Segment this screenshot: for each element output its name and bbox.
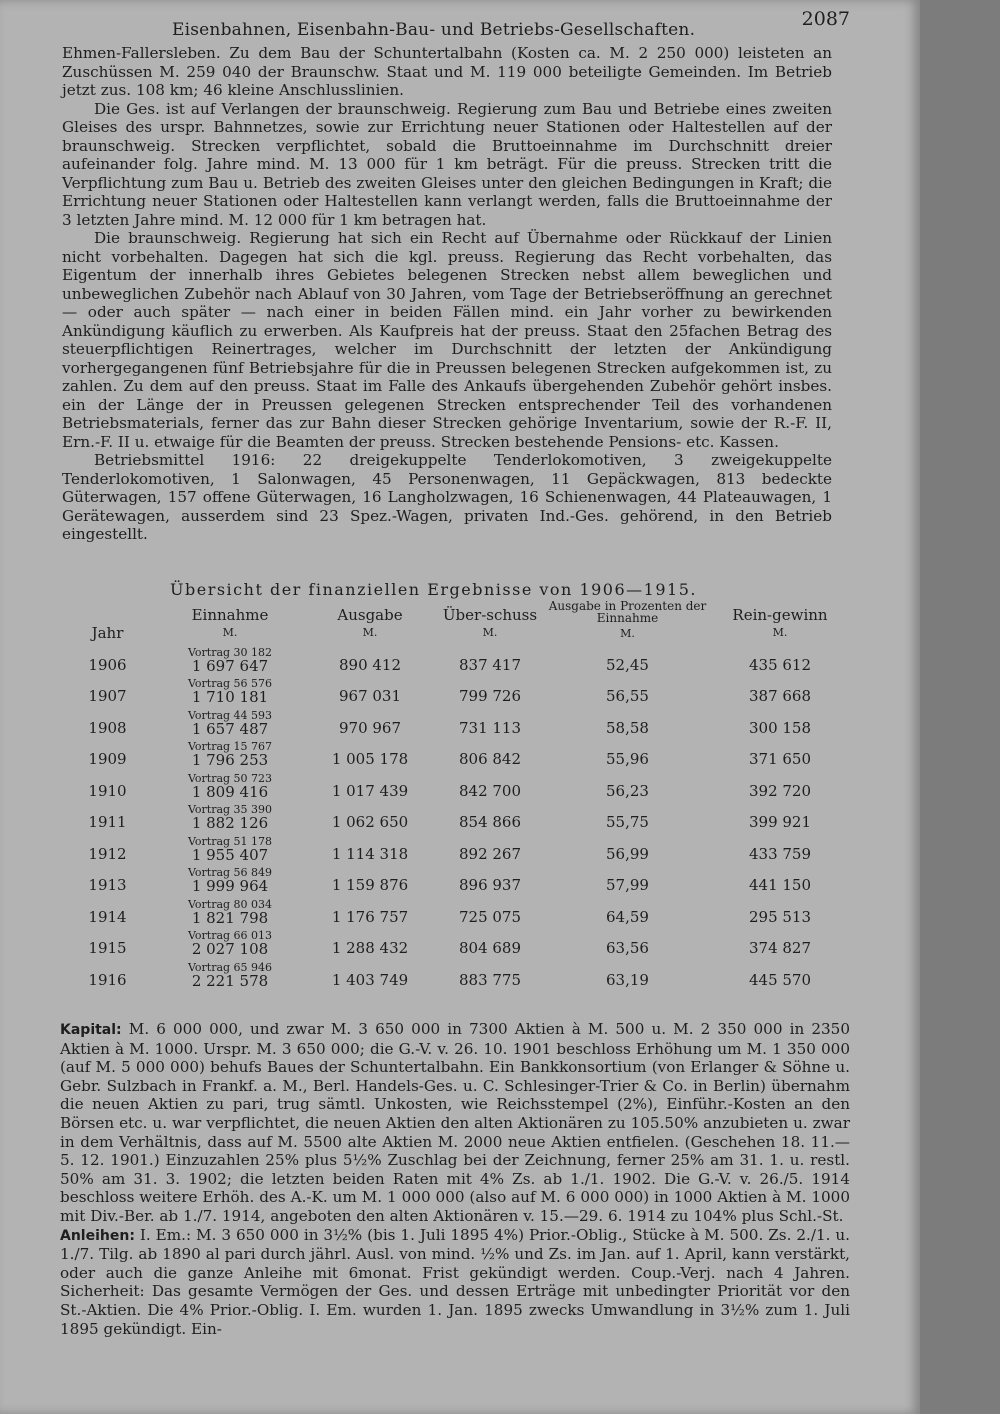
scan-background (920, 0, 1000, 1414)
cell-ueberschuss-value: 837 417 (458, 655, 522, 674)
cell-prozent (545, 768, 710, 800)
cell-reingewinn (710, 831, 850, 863)
cell-ausgabe (305, 705, 435, 737)
cell-ausgabe-value: 1 005 178 (331, 750, 409, 768)
table-row (60, 737, 850, 769)
table-row (60, 894, 850, 926)
cell-ueberschuss (435, 768, 545, 800)
running-head: Eisenbahnen, Eisenbahn-Bau- und Betriebs-Gesellschaften. (172, 20, 696, 40)
cell-prozent-value: 57,99 (606, 876, 649, 894)
cell-reingewinn-value: 445 570 (748, 970, 812, 989)
cell-einnahme (155, 768, 305, 800)
cell-einnahme-value: 1 821 798 (191, 908, 269, 927)
table-row (60, 768, 850, 800)
cell-jahr-value: 1906 (88, 655, 127, 674)
cell-prozent (545, 737, 710, 769)
cell-jahr (60, 957, 155, 989)
cell-reingewinn (710, 863, 850, 895)
cell-prozent-value: 63,19 (606, 970, 649, 989)
cell-ausgabe-value: 970 967 (338, 718, 402, 737)
cell-ausgabe (305, 800, 435, 832)
vortrag-note: Vortrag 56 576 (187, 677, 273, 690)
cell-jahr (60, 768, 155, 800)
cell-einnahme-value: 1 882 126 (191, 814, 269, 832)
cell-prozent-value: 56,55 (606, 687, 649, 705)
cell-einnahme-value: 1 809 416 (191, 782, 269, 801)
cell-ueberschuss-value: 896 937 (458, 876, 522, 894)
paragraph-obligations: Die Ges. ist auf Verlangen der braunschweig. Regierung zum Bau und Betriebe eines zweiten Gleises des urspr. Bahnnetzes, sowie zur Errichtung neuer Stationen oder Haltestellen auf der braunschweig. Strecken verpflichtet, sobald die Bruttoeinnahme im Durchschnitt dreier aufeinander folg. Jahre mind. M. 13 000 für 1 km beträgt. Für die preuss. Strecken tritt die Verpflichtung zum Bau u. Betrieb des zweiten Gleises unter den gleichen Bedingungen in Kraft; die Errichtung neuer Stationen oder Haltestellen kann verlangt werden, falls die Bruttoeinnahme der 3 letzten Jahre mind. M. 12 000 für 1 km betragen hat. (62, 99, 832, 229)
cell-prozent (545, 894, 710, 926)
cell-einnahme (155, 926, 305, 958)
cell-einnahme (155, 863, 305, 895)
header-jahr: Jahr (91, 624, 124, 642)
cell-prozent (545, 957, 710, 989)
cell-reingewinn-value: 374 827 (748, 939, 812, 957)
cell-ausgabe (305, 863, 435, 895)
cell-ueberschuss (435, 642, 545, 674)
cell-ausgabe-value: 1 114 318 (331, 844, 409, 863)
cell-reingewinn (710, 926, 850, 958)
cell-ueberschuss-value: 892 267 (458, 844, 522, 863)
cell-jahr (60, 642, 155, 674)
paragraph-network: Ehmen-Fallersleben. Zu dem Bau der Schuntertalbahn (Kosten ca. M. 2 250 000) leisteten an Zuschüssen M. 259 040 der Braunschw. Staat und M. 119 000 beteiligte Gemeinden. Im Betrieb jetzt zus. 108 km; 46 kleine Anschlusslinien. (62, 44, 832, 99)
cell-reingewinn-value: 387 668 (748, 687, 812, 705)
header-einnahme: Einnahme M. (191, 606, 269, 639)
vortrag-note: Vortrag 65 946 (187, 960, 273, 974)
vortrag-note: Vortrag 30 182 (187, 645, 273, 659)
cell-ausgabe (305, 642, 435, 674)
cell-prozent (545, 926, 710, 958)
cell-ueberschuss-value: 804 689 (458, 939, 522, 957)
cell-einnahme-value: 1 657 487 (191, 719, 269, 738)
cell-prozent-value: 63,56 (606, 939, 649, 957)
page-header (60, 8, 850, 38)
vortrag-note: Vortrag 50 723 (187, 771, 273, 785)
cell-prozent (545, 831, 710, 863)
cell-prozent (545, 705, 710, 737)
cell-einnahme (155, 894, 305, 926)
kapital-label: Kapital: (60, 1022, 122, 1038)
cell-prozent (545, 863, 710, 895)
cell-prozent-value: 58,58 (606, 718, 649, 737)
cell-ausgabe-value: 890 412 (338, 655, 402, 674)
cell-reingewinn-value: 392 720 (748, 781, 812, 800)
cell-einnahme-value: 1 955 407 (191, 845, 269, 864)
paragraph-rolling-stock: Betriebsmittel 1916: 22 dreigekuppelte Tenderlokomotiven, 3 zweigekuppelte Tenderlokomotiven, 1 Salonwagen, 45 Personenwagen, 11 Gepäckwagen, 813 bedeckte Güterwagen, 157 offene Güterwagen, 16 Langholzwagen, 16 Schienenwagen, 44 Plateauwagen, 1 Gerätewagen, ausserdem sind 23 Spez.-Wagen, privaten Ind.-Ges. gehörend, in den Betrieb eingestellt. (62, 451, 832, 543)
cell-einnahme (155, 737, 305, 769)
vortrag-note: Vortrag 15 767 (187, 740, 273, 753)
anleihen-paragraph (60, 1226, 850, 1339)
table-title: Übersicht der finanziellen Ergebnisse von 1906—1915. (170, 580, 697, 599)
cell-jahr (60, 800, 155, 832)
cell-ausgabe-value: 967 031 (338, 687, 402, 705)
cell-ausgabe (305, 831, 435, 863)
cell-prozent-value: 56,99 (606, 844, 649, 863)
table-row (60, 705, 850, 737)
cell-ueberschuss (435, 674, 545, 706)
cell-ueberschuss (435, 957, 545, 989)
cell-einnahme (155, 957, 305, 989)
cell-ueberschuss (435, 705, 545, 737)
cell-reingewinn-value: 441 150 (748, 876, 812, 894)
cell-jahr-value: 1915 (88, 939, 127, 957)
cell-jahr-value: 1912 (88, 844, 127, 863)
cell-reingewinn (710, 674, 850, 706)
cell-einnahme (155, 674, 305, 706)
financial-results-table (60, 600, 850, 989)
cell-ueberschuss-value: 731 113 (458, 718, 522, 737)
cell-einnahme (155, 642, 305, 674)
cell-einnahme-value: 2 027 108 (191, 940, 269, 958)
cell-reingewinn (710, 642, 850, 674)
cell-einnahme (155, 705, 305, 737)
page-number: 2087 (801, 8, 850, 30)
paragraph-purchase-rights: Die braunschweig. Regierung hat sich ein Recht auf Übernahme oder Rückkauf der Linien nicht vorbehalten. Dagegen hat sich die kgl. preuss. Regierung das Recht vorbehalten, das Eigentum der innerhalb ihres Gebietes belegenen Strecken nebst allem beweglichen und unbeweglichen Zubehör nach Ablauf von 30 Jahren, vom Tage der Betriebseröffnung an gerechnet — oder auch später — nach einer in beiden Fällen mind. ein Jahr vorher zu bewirkenden Ankündigung käuflich zu erwerben. Als Kaufpreis hat der preuss. Staat den 25fachen Betrag des steuerpflichtigen Reinertrages, welcher im Durchschnitt der letzten der Ankündigung vorhergegangenen fünf Betriebsjahre für die in Preussen belegenen Strecken aufgekommen ist, zu zahlen. Zu dem auf den preuss. Staat im Falle des Ankaufs übergehenden Zubehör gehört insbes. ein der Länge der in Preussen gelegenen Strecken entsprechender Teil des vorhandenen Betriebsmaterials, ferner das zur Bahn dieser Strecken gehörige Inventarium, sowie der R.-F. II, Ern.-F. II u. etwaige für die Beamten der preuss. Strecken bestehende Pensions- etc. Kassen. (62, 229, 832, 451)
cell-reingewinn (710, 957, 850, 989)
cell-prozent-value: 55,96 (606, 750, 649, 768)
vortrag-note: Vortrag 44 593 (187, 708, 273, 722)
cell-prozent (545, 800, 710, 832)
cell-jahr-value: 1910 (88, 781, 127, 800)
cell-ausgabe-value: 1 017 439 (331, 781, 409, 800)
cell-reingewinn-value: 399 921 (748, 813, 812, 831)
table-row (60, 642, 850, 674)
cell-ueberschuss (435, 926, 545, 958)
cell-jahr-value: 1907 (88, 687, 127, 705)
cell-jahr-value: 1911 (88, 813, 127, 831)
cell-ueberschuss-value: 854 866 (458, 813, 522, 831)
cell-jahr (60, 926, 155, 958)
cell-reingewinn-value: 300 158 (748, 718, 812, 737)
cell-ueberschuss (435, 894, 545, 926)
cell-ausgabe (305, 674, 435, 706)
cell-reingewinn (710, 737, 850, 769)
cell-reingewinn-value: 371 650 (748, 750, 812, 768)
cell-jahr (60, 863, 155, 895)
cell-einnahme-value: 2 221 578 (191, 971, 269, 990)
vortrag-note: Vortrag 80 034 (187, 897, 273, 911)
cell-ausgabe (305, 894, 435, 926)
cell-jahr (60, 894, 155, 926)
table-body (60, 642, 850, 989)
cell-ueberschuss-value: 842 700 (458, 781, 522, 800)
cell-jahr-value: 1908 (88, 718, 127, 737)
table-header-row (60, 600, 850, 642)
cell-reingewinn-value: 433 759 (748, 844, 812, 863)
cell-prozent-value: 55,75 (606, 813, 649, 831)
anleihen-text: I. Em.: M. 3 650 000 in 3½% (bis 1. Juli 1895 4%) Prior.-Oblig., Stücke à M. 500. Zs. 2./1. u. 1./7. Tilg. ab 1890 al pari durch jährl. Ausl. von mind. ½% und Zs. im Jan. auf 1. April, kann verstärkt, oder auch die ganze Anleihe mit 6monat. Frist gekündigt werden. Coup.-Verj. nach 4 Jahren. Sicherheit: Das gesamte Vermögen der Ges. und dessen Erträge mit unbedingter Priorität vor den St.-Aktien. Die 4% Prior.-Oblig. I. Em. wurden 1. Jan. 1895 zwecks Umwandlung in 3½% zum 1. Juli 1895 gekündigt. Ein- (60, 1225, 850, 1338)
cell-einnahme-value: 1 710 181 (191, 688, 269, 706)
cell-reingewinn (710, 894, 850, 926)
cell-prozent (545, 674, 710, 706)
cell-jahr (60, 705, 155, 737)
table-row (60, 800, 850, 832)
cell-reingewinn-value: 295 513 (748, 907, 812, 926)
cell-einnahme-value: 1 999 964 (191, 877, 269, 895)
cell-reingewinn (710, 705, 850, 737)
anleihen-label: Anleihen: (60, 1227, 135, 1244)
cell-ueberschuss-value: 725 075 (458, 907, 522, 926)
table-row (60, 831, 850, 863)
cell-ausgabe-value: 1 403 749 (331, 970, 409, 989)
table-row (60, 674, 850, 706)
lower-text (60, 1020, 850, 1338)
kapital-paragraph (60, 1020, 850, 1226)
cell-ueberschuss (435, 800, 545, 832)
cell-ausgabe-value: 1 176 757 (331, 907, 409, 926)
cell-reingewinn-value: 435 612 (748, 655, 812, 674)
cell-ueberschuss-value: 799 726 (458, 687, 522, 705)
vortrag-note: Vortrag 66 013 (187, 929, 273, 942)
cell-reingewinn (710, 768, 850, 800)
cell-ueberschuss (435, 863, 545, 895)
kapital-text: M. 6 000 000, und zwar M. 3 650 000 in 7300 Aktien à M. 500 u. M. 2 350 000 in 2350 Aktien à M. 1000. Urspr. M. 3 650 000; die G.-V. v. 26. 10. 1901 beschloss Erhöhung um M. 1 350 000 (auf M. 5 000 000) behufs Baues der Schuntertalbahn. Ein Bankkonsortium (von Erlanger & Söhne u. Gebr. Sulzbach in Frankf. a. M., Berl. Handels-Ges. u. C. Schlesinger-Trier & Co. in Berlin) übernahm die neuen Aktien zu pari, trug sämtl. Unkosten, wie Reichsstempel (2%), Einführ.-Kosten an den Börsen etc. u. war verpflichtet, die neuen Aktien den alten Aktionären zu 105.50% anzubieten u. zwar in dem Verhältnis, dass auf M. 5500 alte Aktien M. 2000 neue Aktien entfielen. (Geschehen 18. 11.—5. 12. 1901.) Einzuzahlen 25% plus 5½% Zuschlag bei der Zeichnung, ferner 25% am 31. 1. u. restl. 50% am 31. 3. 1902; die letzten beiden Raten mit 4% Zs. ab 1./1. 1902. Die G.-V. v. 26./5. 1914 beschloss weitere Erhöh. des A.-K. um M. 1 000 000 (also auf M. 6 000 000) in 1000 Aktien à M. 1000 mit Div.-Ber. ab 1./7. 1914, angeboten den alten Aktionären v. 15.—29. 6. 1914 zu 104% plus Schl.-St. (60, 1020, 851, 1225)
cell-jahr (60, 674, 155, 706)
table-row (60, 926, 850, 958)
cell-ausgabe-value: 1 159 876 (331, 876, 409, 894)
cell-jahr-value: 1909 (88, 750, 127, 768)
vortrag-note: Vortrag 51 178 (187, 834, 273, 848)
cell-prozent-value: 52,45 (606, 655, 649, 674)
cell-ueberschuss (435, 737, 545, 769)
cell-ausgabe (305, 957, 435, 989)
vortrag-note: Vortrag 56 849 (187, 866, 273, 879)
cell-prozent-value: 64,59 (606, 907, 649, 926)
vortrag-note: Vortrag 35 390 (187, 803, 273, 816)
cell-ausgabe-value: 1 288 432 (331, 939, 409, 957)
cell-prozent-value: 56,23 (606, 781, 649, 800)
cell-ueberschuss-value: 806 842 (458, 750, 522, 768)
cell-jahr (60, 737, 155, 769)
cell-jahr-value: 1913 (88, 876, 127, 894)
body-text (62, 44, 832, 544)
header-ueberschuss: Über-schuss M. (442, 606, 538, 639)
header-reingewinn: Rein-gewinn M. (732, 606, 828, 639)
cell-reingewinn (710, 800, 850, 832)
cell-jahr-value: 1916 (88, 970, 127, 989)
table-row (60, 863, 850, 895)
cell-einnahme-value: 1 697 647 (191, 656, 269, 675)
cell-ausgabe (305, 768, 435, 800)
cell-ueberschuss-value: 883 775 (458, 970, 522, 989)
cell-ueberschuss (435, 831, 545, 863)
cell-ausgabe (305, 737, 435, 769)
header-ausgabe: Ausgabe M. (337, 606, 403, 639)
table-row (60, 957, 850, 989)
cell-jahr (60, 831, 155, 863)
cell-ausgabe-value: 1 062 650 (331, 813, 409, 831)
cell-einnahme (155, 800, 305, 832)
cell-einnahme (155, 831, 305, 863)
cell-einnahme-value: 1 796 253 (191, 751, 269, 769)
cell-jahr-value: 1914 (88, 907, 127, 926)
cell-prozent (545, 642, 710, 674)
cell-ausgabe (305, 926, 435, 958)
header-prozent: Ausgabe in Prozenten der Einnahme M. (548, 599, 707, 640)
